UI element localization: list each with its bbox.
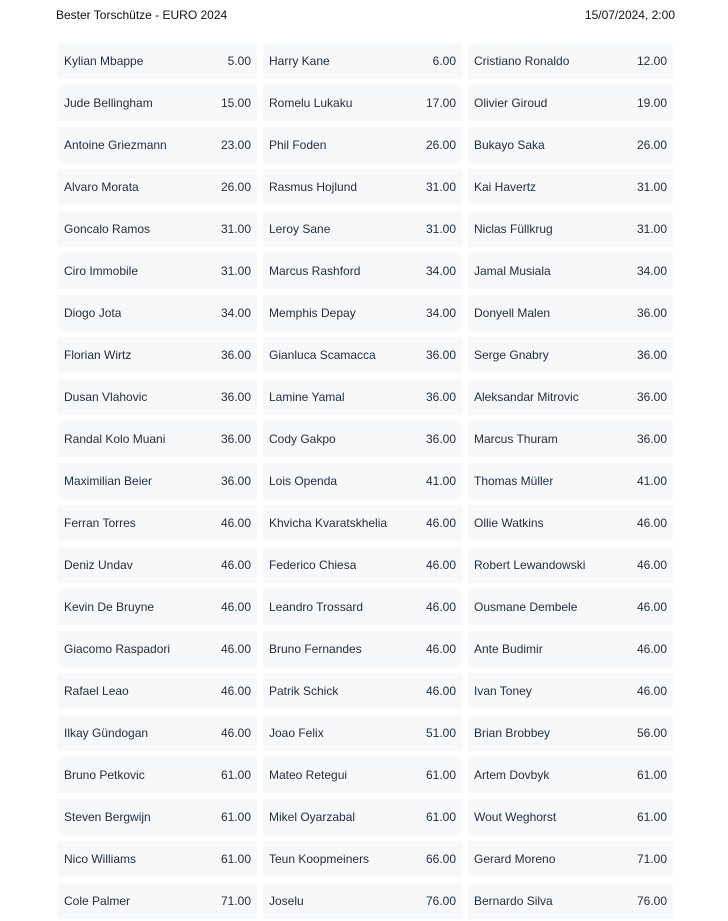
player-name: Steven Bergwijn [64,810,151,824]
selection-cell[interactable] [58,295,257,331]
odds-value: 46.00 [636,558,667,572]
odds-value: 36.00 [220,390,251,404]
odds-value: 51.00 [425,726,456,740]
selection-cell[interactable] [263,841,462,877]
odds-value: 15.00 [220,96,251,110]
selection-cell[interactable] [263,421,462,457]
selection-cell[interactable] [263,337,462,373]
odds-value: 26.00 [636,138,667,152]
player-name: Wout Weghorst [474,810,557,824]
selection-cell[interactable] [468,505,673,541]
selection-cell[interactable] [263,757,462,793]
player-name: Ciro Immobile [64,264,139,278]
selection-cell[interactable] [58,379,257,415]
player-name: Bukayo Saka [474,138,545,152]
odds-value: 36.00 [220,432,251,446]
selection-cell[interactable] [468,43,673,79]
selection-cell[interactable] [58,757,257,793]
player-name: Cody Gakpo [269,432,336,446]
selection-cell[interactable] [58,547,257,583]
selection-cell[interactable] [58,673,257,709]
event-datetime: 15/07/2024, 2:00 [584,8,675,22]
odds-value: 36.00 [636,432,667,446]
selection-cell[interactable] [468,169,673,205]
selection-cell[interactable] [263,211,462,247]
odds-value: 41.00 [636,474,667,488]
odds-value: 76.00 [425,894,456,908]
selection-cell[interactable] [58,43,257,79]
selection-cell[interactable] [263,673,462,709]
odds-value: 46.00 [425,558,456,572]
player-name: Alvaro Morata [64,180,139,194]
player-name: Lois Openda [269,474,338,488]
player-name: Deniz Undav [64,558,133,572]
selection-cell[interactable] [468,127,673,163]
player-name: Jude Bellingham [64,96,153,110]
odds-value: 12.00 [636,54,667,68]
selection-cell[interactable] [263,127,462,163]
selection-cell[interactable] [468,883,673,919]
odds-value: 46.00 [425,642,456,656]
odds-value: 46.00 [220,558,251,572]
player-name: Artem Dovbyk [474,768,550,782]
odds-value: 46.00 [220,684,251,698]
player-name: Lamine Yamal [269,390,345,404]
player-name: Randal Kolo Muani [64,432,166,446]
player-name: Donyell Malen [474,306,551,320]
odds-value: 46.00 [636,600,667,614]
selection-cell[interactable] [468,85,673,121]
player-name: Leandro Trossard [269,600,364,614]
player-name: Phil Foden [269,138,327,152]
odds-value: 36.00 [220,348,251,362]
odds-value: 71.00 [636,852,667,866]
selection-cell[interactable] [468,337,673,373]
player-name: Memphis Depay [269,306,356,320]
player-name: Goncalo Ramos [64,222,151,236]
player-name: Kylian Mbappe [64,54,144,68]
selection-cell[interactable] [58,421,257,457]
odds-value: 36.00 [636,348,667,362]
odds-value: 46.00 [425,684,456,698]
odds-value: 31.00 [220,222,251,236]
player-name: Kai Havertz [474,180,537,194]
player-name: Teun Koopmeiners [269,852,370,866]
odds-value: 36.00 [220,474,251,488]
player-name: Aleksandar Mitrovic [474,390,579,404]
selection-cell[interactable] [58,337,257,373]
selection-cell[interactable] [263,295,462,331]
selection-cell[interactable] [468,757,673,793]
player-name: Gianluca Scamacca [269,348,376,362]
selection-cell[interactable] [58,883,257,919]
page-title: Bester Torschütze - EURO 2024 [56,8,228,22]
odds-value: 46.00 [220,642,251,656]
odds-value: 26.00 [425,138,456,152]
odds-value: 61.00 [636,810,667,824]
selection-cell[interactable] [58,715,257,751]
selection-cell[interactable] [468,379,673,415]
selection-cell[interactable] [468,421,673,457]
selection-cell[interactable] [58,505,257,541]
player-name: Mikel Oyarzabal [269,810,356,824]
player-name: Joselu [269,894,304,908]
selection-cell[interactable] [263,463,462,499]
odds-value: 19.00 [636,96,667,110]
player-name: Harry Kane [269,54,330,68]
odds-value: 6.00 [432,54,456,68]
odds-value: 26.00 [220,180,251,194]
player-name: Khvicha Kvaratskhelia [269,516,388,530]
odds-value: 61.00 [636,768,667,782]
selection-cell[interactable] [58,799,257,835]
player-name: Ivan Toney [474,684,532,698]
odds-value: 36.00 [425,390,456,404]
player-name: Serge Gnabry [474,348,549,362]
odds-value: 61.00 [220,852,251,866]
odds-value: 56.00 [636,726,667,740]
odds-value: 31.00 [425,180,456,194]
odds-value: 23.00 [220,138,251,152]
odds-grid [58,43,673,919]
selection-cell[interactable] [58,211,257,247]
selection-cell[interactable] [263,253,462,289]
player-name: Bruno Petkovic [64,768,145,782]
player-name: Ante Budimir [474,642,543,656]
selection-cell[interactable] [263,799,462,835]
odds-value: 31.00 [220,264,251,278]
player-name: Cole Palmer [64,894,131,908]
odds-value: 61.00 [425,768,456,782]
player-name: Kevin De Bruyne [64,600,155,614]
odds-value: 41.00 [425,474,456,488]
odds-value: 46.00 [636,684,667,698]
odds-value: 36.00 [636,390,667,404]
selection-cell[interactable] [263,43,462,79]
odds-value: 17.00 [425,96,456,110]
selection-cell[interactable] [58,85,257,121]
selection-cell[interactable] [468,211,673,247]
odds-value: 76.00 [636,894,667,908]
selection-cell[interactable] [58,463,257,499]
odds-value: 61.00 [220,810,251,824]
player-name: Giacomo Raspadori [64,642,171,656]
odds-value: 66.00 [425,852,456,866]
odds-value: 46.00 [636,642,667,656]
odds-value: 71.00 [220,894,251,908]
selection-cell[interactable] [58,841,257,877]
selection-cell[interactable] [58,631,257,667]
player-name: Florian Wirtz [64,348,132,362]
player-name: Joao Felix [269,726,324,740]
player-name: Robert Lewandowski [474,558,586,572]
selection-cell[interactable] [263,631,462,667]
player-name: Diogo Jota [64,306,122,320]
odds-value: 34.00 [425,306,456,320]
player-name: Niclas Füllkrug [474,222,553,236]
selection-cell[interactable] [468,547,673,583]
selection-cell[interactable] [263,547,462,583]
player-name: Ilkay Gündogan [64,726,149,740]
selection-cell[interactable] [468,799,673,835]
odds-value: 31.00 [636,180,667,194]
player-name: Bernardo Silva [474,894,553,908]
odds-value: 34.00 [636,264,667,278]
selection-cell[interactable] [468,841,673,877]
selection-cell[interactable] [263,85,462,121]
player-name: Gerard Moreno [474,852,556,866]
selection-cell[interactable] [58,253,257,289]
selection-cell[interactable] [263,379,462,415]
player-name: Jamal Musiala [474,264,551,278]
odds-value: 46.00 [425,600,456,614]
player-name: Olivier Giroud [474,96,548,110]
odds-value: 61.00 [425,810,456,824]
odds-value: 31.00 [425,222,456,236]
player-name: Bruno Fernandes [269,642,362,656]
player-name: Brian Brobbey [474,726,551,740]
odds-value: 46.00 [220,600,251,614]
odds-value: 46.00 [220,726,251,740]
odds-value: 31.00 [636,222,667,236]
player-name: Ollie Watkins [474,516,544,530]
selection-cell[interactable] [468,463,673,499]
player-name: Mateo Retegui [269,768,348,782]
selection-cell[interactable] [468,589,673,625]
player-name: Marcus Rashford [269,264,361,278]
selection-cell[interactable] [263,589,462,625]
player-name: Leroy Sane [269,222,331,236]
odds-value: 34.00 [220,306,251,320]
selection-cell[interactable] [468,715,673,751]
selection-cell[interactable] [468,631,673,667]
odds-value: 36.00 [425,348,456,362]
player-name: Nico Williams [64,852,136,866]
odds-value: 61.00 [220,768,251,782]
selection-cell[interactable] [263,505,462,541]
odds-value: 46.00 [425,516,456,530]
player-name: Rafael Leao [64,684,129,698]
player-name: Patrik Schick [269,684,339,698]
player-name: Ousmane Dembele [474,600,578,614]
odds-value: 36.00 [425,432,456,446]
odds-value: 5.00 [227,54,251,68]
selection-cell[interactable] [468,253,673,289]
selection-cell[interactable] [58,169,257,205]
selection-cell[interactable] [58,127,257,163]
selection-cell[interactable] [468,673,673,709]
selection-cell[interactable] [263,169,462,205]
odds-value: 34.00 [425,264,456,278]
selection-cell[interactable] [468,295,673,331]
selection-cell[interactable] [263,715,462,751]
page-header [56,7,675,23]
player-name: Antoine Griezmann [64,138,167,152]
selection-cell[interactable] [263,883,462,919]
player-name: Thomas Müller [474,474,554,488]
odds-value: 46.00 [636,516,667,530]
player-name: Federico Chiesa [269,558,357,572]
selection-cell[interactable] [58,589,257,625]
odds-value: 36.00 [636,306,667,320]
player-name: Cristiano Ronaldo [474,54,570,68]
player-name: Marcus Thuram [474,432,558,446]
odds-value: 46.00 [220,516,251,530]
player-name: Rasmus Hojlund [269,180,358,194]
player-name: Ferran Torres [64,516,136,530]
player-name: Dusan Vlahovic [64,390,148,404]
player-name: Maximilian Beier [64,474,153,488]
player-name: Romelu Lukaku [269,96,353,110]
